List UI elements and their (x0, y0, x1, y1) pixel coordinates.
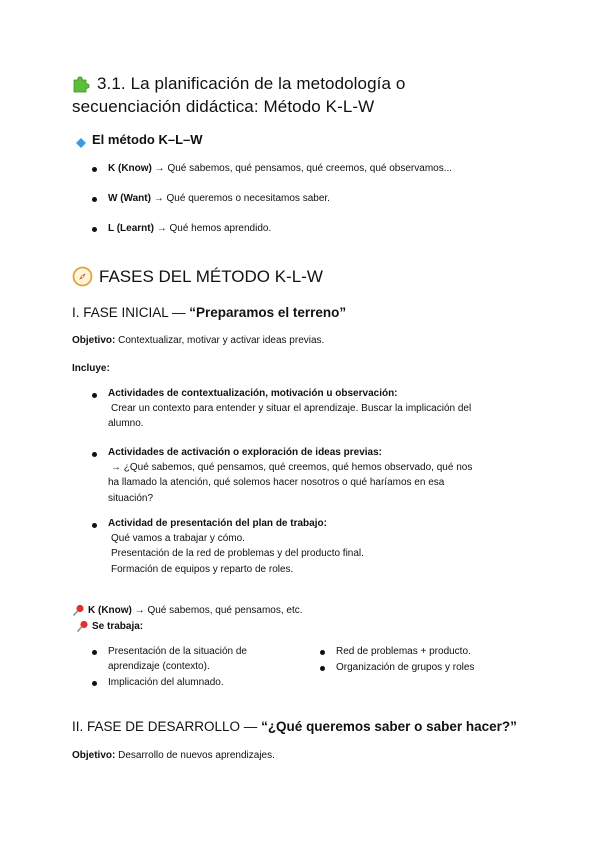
phase1-objective: Objetivo: Contextualizar, motivar y activar ideas previas. (72, 335, 325, 346)
list-item: K (Know) → Qué sabemos, qué pensamos, qué creemos, qué observamos... (108, 163, 453, 174)
bullet-icon (92, 227, 97, 232)
bullet-icon (92, 650, 97, 655)
bullet-icon (92, 197, 97, 202)
page-title (97, 72, 405, 96)
bullet-icon (320, 666, 325, 671)
page-title-line-2: secuenciación didáctica: Método K-L-W (72, 97, 375, 116)
bullet-icon (92, 393, 97, 398)
title-line-1: 3.1. La planificación de la metodología o (97, 74, 406, 93)
list-item: Red de problemas + producto. (336, 646, 471, 657)
includes-label: Incluye: (72, 363, 110, 374)
list-item: Actividad de presentación del plan de trabajo: Qué vamos a trabajar y cómo. Presentación de la red de problemas y del producto final. Formación de equipos y reparto de roles. (108, 518, 364, 575)
pushpin-icon (72, 604, 85, 617)
puzzle-icon (72, 73, 92, 93)
phases-heading: FASES DEL MÉTODO K-L-W (99, 267, 323, 286)
know-summary: K (Know) → Qué sabemos, qué pensamos, etc. (88, 605, 303, 616)
compass-icon (72, 266, 93, 287)
list-item: Presentación de la situación de aprendizaje (contexto). (108, 646, 247, 673)
bullet-icon (92, 167, 97, 172)
phase2-objective: Objetivo: Desarrollo de nuevos aprendizajes. (72, 750, 275, 761)
bullet-icon (92, 523, 97, 528)
blue-diamond-icon (76, 135, 86, 145)
list-item: Organización de grupos y roles (336, 662, 475, 673)
list-item: L (Learnt) → Qué hemos aprendido. (108, 223, 272, 234)
pushpin-icon (76, 620, 89, 633)
bullet-icon (320, 650, 325, 655)
list-item: Actividades de contextualización, motivación u observación: Crear un contexto para entender y situar el aprendizaje. Buscar la implicación del alumno. (108, 388, 472, 430)
bullet-icon (92, 452, 97, 457)
se-trabaja-label: Se trabaja: (92, 621, 144, 632)
phase1-heading: I. FASE INICIAL — “Preparamos el terreno” (72, 305, 347, 320)
list-item: Implicación del alumnado. (108, 677, 224, 688)
phase2-heading: II. FASE DE DESARROLLO — “¿Qué queremos saber o saber hacer?” (72, 719, 517, 734)
bullet-icon (92, 681, 97, 686)
list-item: Actividades de activación o exploración de ideas previas: → ¿Qué sabemos, qué pensamos, qué creemos, qué hemos observado, qué nos ha llamado la atención, qué solemos hacer nosotros o qué haríamos en esa situación? (108, 447, 473, 504)
list-item: W (Want) → Qué queremos o necesitamos saber. (108, 193, 330, 204)
method-heading: El método K–L–W (92, 132, 203, 147)
